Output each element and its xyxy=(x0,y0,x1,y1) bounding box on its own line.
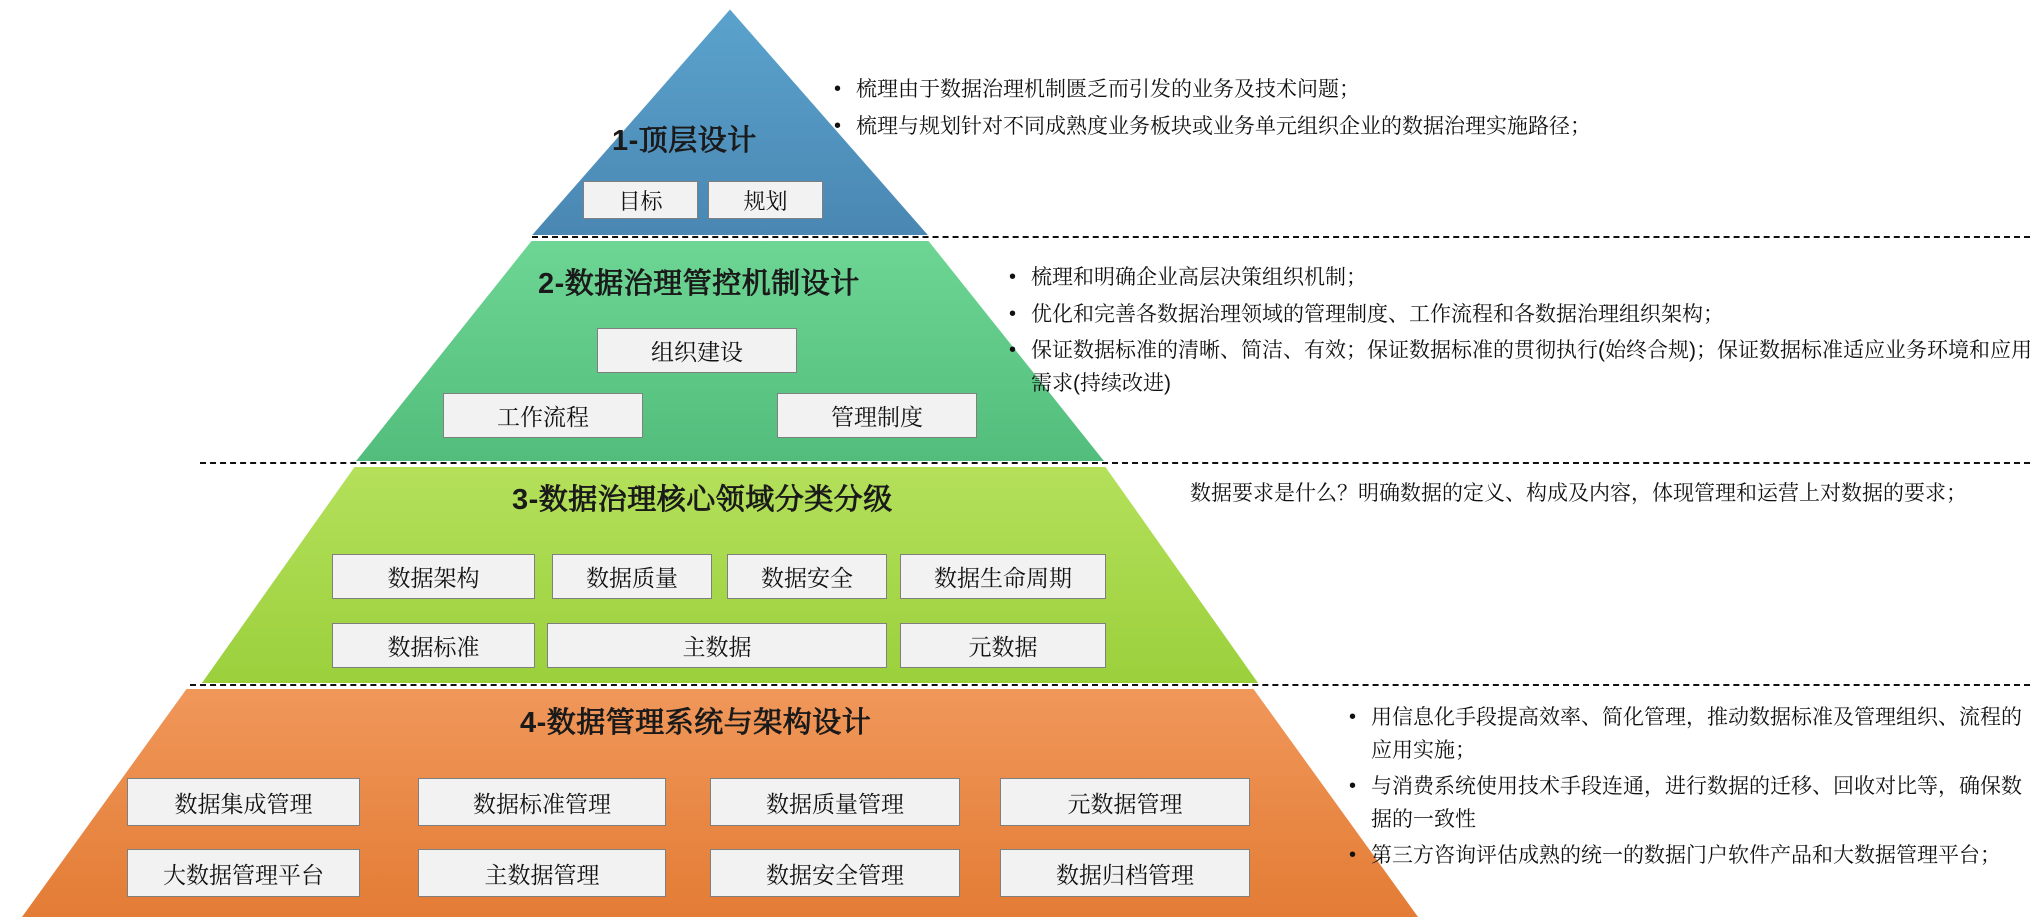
box-data-archive-management[interactable]: 数据归档管理 xyxy=(1000,849,1250,897)
note-item: • 第三方咨询评估成熟的统一的数据门户软件产品和大数据管理平台； xyxy=(1345,840,2035,873)
box-goal[interactable]: 目标 xyxy=(583,181,698,219)
note-governance-mechanism xyxy=(1005,262,2035,404)
box-data-standard-management[interactable]: 数据标准管理 xyxy=(418,778,666,826)
box-management-system[interactable]: 管理制度 xyxy=(777,393,977,438)
box-organization-building[interactable]: 组织建设 xyxy=(597,328,797,373)
note-item: • 优化和完善各数据治理领域的管理制度、工作流程和各数据治理组织架构； xyxy=(1005,299,2035,332)
note-item: • 用信息化手段提高效率、简化管理，推动数据标准及管理组织、流程的应用实施； xyxy=(1345,702,2035,767)
separator-line-3 xyxy=(190,684,2030,686)
note-system-architecture xyxy=(1345,702,2035,877)
box-data-architecture[interactable]: 数据架构 xyxy=(332,554,535,599)
box-master-data[interactable]: 主数据 xyxy=(547,623,887,668)
separator-line-1 xyxy=(532,236,2030,238)
box-master-data-management[interactable]: 主数据管理 xyxy=(418,849,666,897)
box-metadata[interactable]: 元数据 xyxy=(900,623,1106,668)
layer-title-governance-mechanism: 2-数据治理管控机制设计 xyxy=(538,268,860,300)
box-data-security-management[interactable]: 数据安全管理 xyxy=(710,849,960,897)
note-item: • 与消费系统使用技术手段连通，进行数据的迁移、回收对比等，确保数据的一致性 xyxy=(1345,771,2035,836)
note-top-design xyxy=(830,74,2010,147)
note-item: • 梳理和明确企业高层决策组织机制； xyxy=(1005,262,2035,295)
box-bigdata-platform[interactable]: 大数据管理平台 xyxy=(127,849,360,897)
note-item: • 梳理由于数据治理机制匮乏而引发的业务及技术问题； xyxy=(830,74,2010,107)
box-data-standard[interactable]: 数据标准 xyxy=(332,623,535,668)
box-data-lifecycle[interactable]: 数据生命周期 xyxy=(900,554,1106,599)
box-workflow[interactable]: 工作流程 xyxy=(443,393,643,438)
note-paragraph: 数据要求是什么？明确数据的定义、构成及内容，体现管理和运营上对数据的要求； xyxy=(1190,482,1967,505)
box-data-quality[interactable]: 数据质量 xyxy=(552,554,712,599)
separator-line-2 xyxy=(200,462,2030,464)
layer-title-top-design: 1-顶层设计 xyxy=(612,125,757,157)
box-data-security[interactable]: 数据安全 xyxy=(727,554,887,599)
box-data-integration-management[interactable]: 数据集成管理 xyxy=(127,778,360,826)
box-plan[interactable]: 规划 xyxy=(708,181,823,219)
note-core-domains xyxy=(1190,478,2030,511)
note-item: • 保证数据标准的清晰、简洁、有效；保证数据标准的贯彻执行(始终合规)；保证数据标准适应业务环境和应用需求(持续改进) xyxy=(1005,335,2035,400)
box-metadata-management[interactable]: 元数据管理 xyxy=(1000,778,1250,826)
layer-title-system-architecture: 4-数据管理系统与架构设计 xyxy=(520,707,872,739)
layer-title-core-domains: 3-数据治理核心领域分类分级 xyxy=(512,484,893,516)
note-item: • 梳理与规划针对不同成熟度业务板块或业务单元组织企业的数据治理实施路径； xyxy=(830,111,2010,144)
box-data-quality-management[interactable]: 数据质量管理 xyxy=(710,778,960,826)
